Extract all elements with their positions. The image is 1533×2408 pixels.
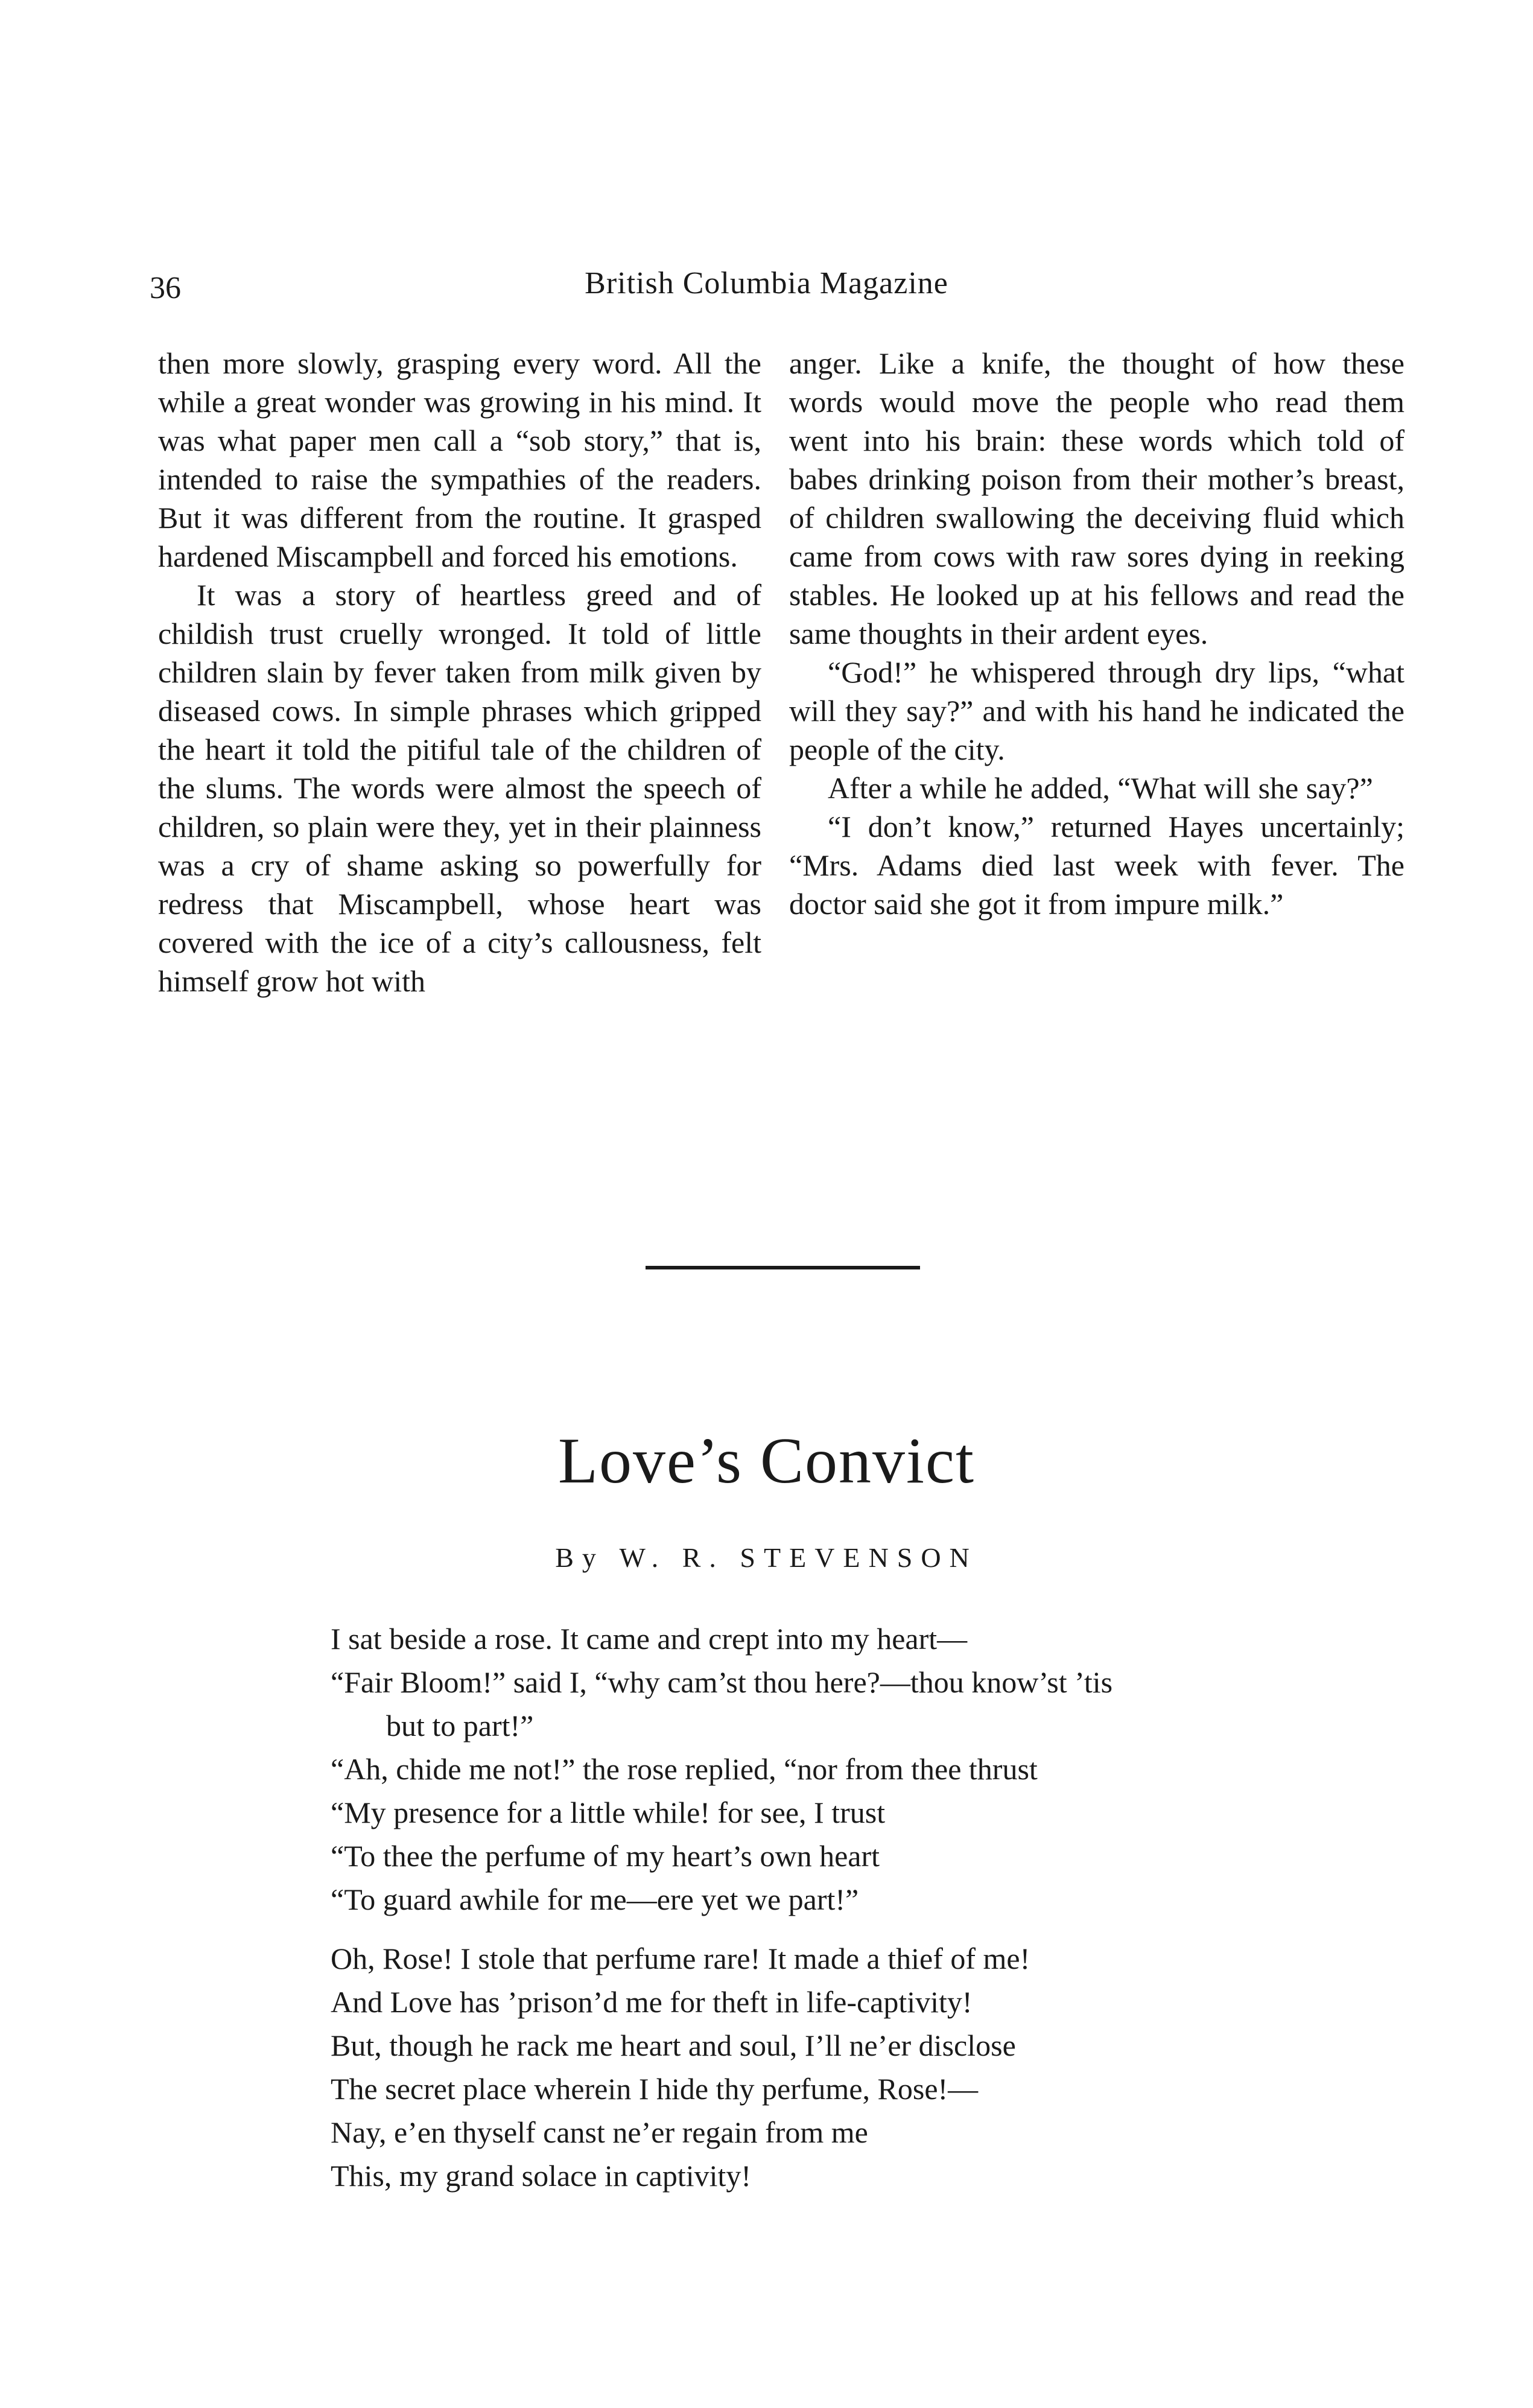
poem-line: The secret place wherein I hide thy perfume, Rose!— [331,2072,979,2106]
running-head [0,265,1533,332]
article-left-column [158,344,761,1000]
poem-line: Nay, e’en thyself canst ne’er regain from me [331,2115,868,2149]
poem-line: “My presence for a little while! for see, I trust [331,1796,886,1829]
poem-line: This, my grand solace in captivity! [331,2159,752,2193]
poem-line: “To thee the perfume of my heart’s own heart [331,1839,880,1873]
poem-line: Oh, Rose! I stole that perfume rare! It made a thief of me! [331,1942,1030,1975]
article-paragraph: “God!” he whispered through dry lips, “what will they say?” and with his hand he indicated the people of the city. [789,655,1404,766]
poem-line: But, though he rack me heart and soul, I’ll ne’er disclose [331,2028,1016,2062]
article-paragraph: then more slowly, grasping every word. All the while a great wonder was growing in his mind. It was what paper men call a “sob story,” that is, intended to raise the sympathies of the readers. But it was different from the routine. It grasped hardened Miscampbell and forced his emotions. [158,346,761,573]
article-paragraph: anger. Like a knife, the thought of how these words would move the people who read them went into his brain: these words which told of babes drinking poison from their mother’s breast, of children swallowing the deceiving fluid which came from cows with raw sores dying in reeking stables. He looked up at his fellows and read the same thoughts in their ardent eyes. [789,346,1404,650]
poem-byline: By W. R. STEVENSON [555,1542,978,1573]
poem-title: Love’s Convict [558,1425,975,1497]
poem-stanza-2 [331,1937,1356,2197]
poem-line: “Ah, chide me not!” the rose replied, “nor from thee thrust [331,1752,1038,1786]
section-divider [646,1266,920,1269]
article-paragraph: “I don’t know,” returned Hayes uncertainly; “Mrs. Adams died last week with fever. The doctor said she got it from impure milk.” [789,810,1404,921]
page-number: 36 [150,271,181,305]
article-paragraph: It was a story of heartless greed and of childish trust cruelly wronged. It told of little children slain by fever taken from milk given by diseased cows. In simple phrases which gripped the heart it told the pitiful tale of the children of the slums. The words were almost the speech of children, so plain were they, yet in their plainness was a cry of shame asking so powerfully for redress that Miscampbell, whose heart was covered with the ice of a city’s callousness, felt himself grow hot with [158,578,761,998]
poem-line: And Love has ’prison’d me for theft in life-captivity! [331,1985,973,2019]
article-right-column [789,344,1404,923]
poem-line: I sat beside a rose. It came and crept into my heart— [331,1622,968,1656]
poem-line-continuation: but to part!” [386,1709,534,1742]
journal-title: British Columbia Magazine [585,266,948,300]
poem-line: “To guard awhile for me—ere yet we part!” [331,1882,859,1916]
poem-stanza-1 [331,1617,1356,1921]
article-paragraph: After a while he added, “What will she say?” [828,771,1373,805]
poem-line: “Fair Bloom!” said I, “why cam’st thou here?—thou know’st ’tis [331,1665,1113,1699]
